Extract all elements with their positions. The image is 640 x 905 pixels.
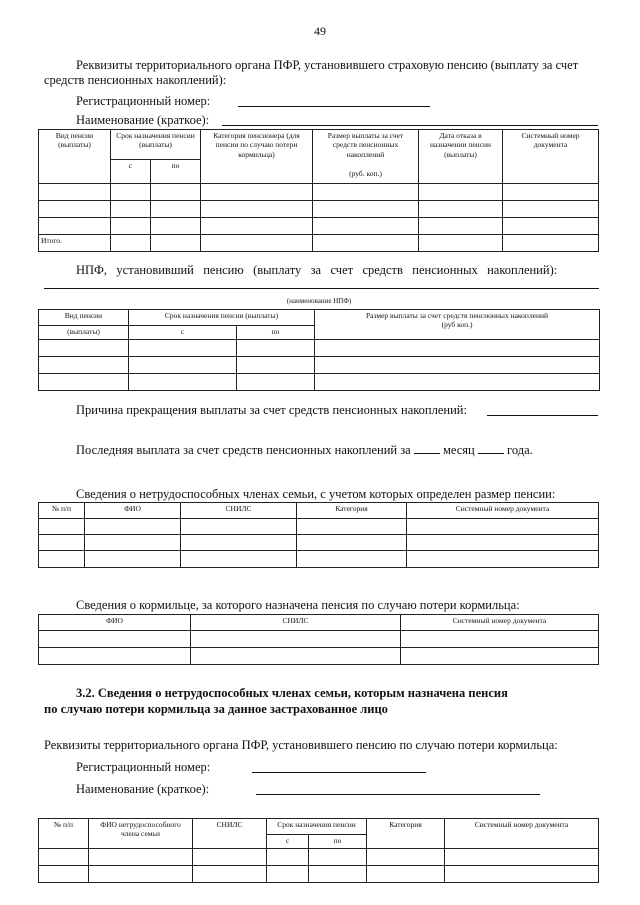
table-cell[interactable] [181,535,297,551]
table-cell[interactable] [297,551,407,568]
s3-reason-label: Причина прекращения выплаты за счет средств пенсионных накоплений: [76,403,467,417]
s2-table [38,296,600,391]
table-cell[interactable] [39,356,129,373]
table-cell[interactable] [85,535,181,551]
table-cell[interactable] [111,201,151,218]
table-cell[interactable] [89,849,193,866]
s6-name-label: Наименование (краткое): [76,782,210,796]
s2-h-razmer: Размер выплаты за счет средств пенсионных накоплений (руб коп.) [315,309,600,339]
table-cell[interactable] [39,339,129,356]
page-number: 49 [314,24,326,38]
s4-title: Сведения о нетрудоспособных членах семьи, с учетом которых определен размер пенсии: [76,487,556,501]
s1-h-c: с [111,160,151,184]
s6-h-kategoriya: Категория [367,819,445,849]
table-cell[interactable] [297,535,407,551]
table-row [39,648,599,665]
s1-name-field[interactable] [222,125,598,126]
table-cell[interactable] [111,184,151,201]
table-cell[interactable] [419,184,503,201]
table-cell[interactable] [407,535,599,551]
table-cell[interactable] [313,218,419,235]
table-cell[interactable] [129,373,237,390]
table-row [39,551,599,568]
table-cell[interactable] [39,373,129,390]
s2-npf-field[interactable] [44,288,599,289]
table-cell[interactable] [201,184,313,201]
s2-h-vid2: (выплаты) [39,325,129,339]
s6-h-sysnum: Системный номер документа [445,819,599,849]
table-cell[interactable] [129,356,237,373]
table-cell[interactable] [39,184,111,201]
s1-h-kategoriya: Категория пенсионера (для пенсии по случаю потери кормильца) [201,130,313,184]
s2-h-vid: Вид пенсии [39,309,129,325]
table-cell[interactable] [297,519,407,535]
s1-h-sysnum: Системный номер документа [503,130,599,184]
table-cell[interactable] [367,866,445,883]
s4-h-kategoriya: Категория [297,503,407,519]
s1-h-po: по [151,160,201,184]
table-cell[interactable] [315,373,600,390]
table-cell[interactable] [151,184,201,201]
table-cell[interactable] [315,356,600,373]
table-row [39,866,599,883]
table-cell[interactable] [85,519,181,535]
table-cell[interactable] [237,373,315,390]
table-row [39,519,599,535]
s2-h-po: по [237,325,315,339]
table-cell[interactable] [39,866,89,883]
table-cell[interactable] [39,519,85,535]
table-row [39,373,600,390]
s4-h-fio: ФИО [85,503,181,519]
table-cell[interactable] [39,218,111,235]
table-cell[interactable] [407,551,599,568]
s6-h-po: по [309,835,367,849]
table-cell[interactable] [201,218,313,235]
s3-year-field[interactable] [478,453,504,454]
s5-h-snils: СНИЛС [191,615,401,631]
table-cell[interactable] [237,356,315,373]
s1-reg-field[interactable] [238,106,430,107]
table-cell[interactable] [419,235,503,252]
table-row [39,631,599,648]
table-cell[interactable] [201,235,313,252]
table-cell[interactable] [191,648,401,665]
s3-month-field[interactable] [414,453,440,454]
s3-reason-field[interactable] [487,415,598,416]
table-cell[interactable] [151,201,201,218]
table-cell[interactable] [503,184,599,201]
table-row [39,184,599,201]
s6-reg-field[interactable] [252,772,426,773]
s2-h-srok: Срок назначения пенсии (выплаты) [129,309,315,325]
table-cell[interactable] [181,519,297,535]
table-cell[interactable] [193,849,267,866]
table-cell[interactable] [39,631,191,648]
table-row [39,339,600,356]
s1-h-vid: Вид пенсии (выплаты) [39,130,111,184]
s5-title: Сведения о кормильце, за которого назначена пенсия по случаю потери кормильца: [76,598,520,612]
s1-table [38,129,599,252]
table-row [39,201,599,218]
table-cell[interactable] [503,201,599,218]
s6-table [38,818,599,883]
table-cell[interactable] [181,551,297,568]
table-cell[interactable] [111,235,151,252]
table-row [39,356,600,373]
table-cell[interactable] [39,535,85,551]
table-cell[interactable] [309,866,367,883]
s4-h-sysnum: Системный номер документа [407,503,599,519]
s5-h-sysnum: Системный номер документа [401,615,599,631]
s6-h-c: с [267,835,309,849]
s4-table [38,502,599,568]
s5-h-fio: ФИО [39,615,191,631]
s6-h-snils: СНИЛС [193,819,267,849]
s1-intro: Реквизиты территориального органа ПФР, установившего страховую пенсию (выплату за счет [76,58,579,72]
s6-heading-2: по случаю потери кормильца за данное застрахованное лицо [44,702,388,716]
s6-h-fio: ФИО нетрудоспособного члена семьи [89,819,193,849]
s1-name-label: Наименование (краткое): [76,113,210,127]
table-cell[interactable] [237,339,315,356]
s6-heading-1: 3.2. Сведения о нетрудоспособных членах семьи, которым назначена пенсия [76,686,508,700]
table-cell[interactable] [419,201,503,218]
table-cell[interactable] [39,201,111,218]
s1-h-srok: Срок назначения пенсии (выплаты) [111,130,201,160]
table-cell[interactable] [445,849,599,866]
table-cell[interactable] [313,201,419,218]
table-cell[interactable] [267,866,309,883]
s2-intro: НПФ, установивший пенсию (выплату за счет средств пенсионных накоплений): [76,263,558,277]
table-cell[interactable] [39,648,191,665]
table-cell[interactable] [191,631,401,648]
s5-table [38,614,599,665]
table-cell[interactable] [111,218,151,235]
s1-h-razmer: Размер выплаты за счет средств пенсионных накоплений (руб. коп.) [313,130,419,184]
table-cell[interactable] [419,218,503,235]
s6-h-srok: Срок назначения пенсии [267,819,367,835]
table-cell[interactable] [401,631,599,648]
table-cell[interactable] [129,339,237,356]
table-cell[interactable] [313,235,419,252]
s1-total: Итого. [39,235,111,252]
table-cell[interactable] [313,184,419,201]
table-cell[interactable] [39,849,89,866]
s3-last-payment: Последняя выплата за счет средств пенсионных накоплений за месяц года. [76,443,533,457]
s4-h-num: № п/п [39,503,85,519]
table-row [39,218,599,235]
table-cell[interactable] [309,849,367,866]
table-cell[interactable] [315,339,600,356]
table-cell[interactable] [193,866,267,883]
s2-npf-caption: (наименование НПФ) [39,296,600,309]
table-cell[interactable] [407,519,599,535]
table-cell[interactable] [151,235,201,252]
s6-name-field[interactable] [256,794,540,795]
table-row [39,849,599,866]
table-cell[interactable] [503,218,599,235]
table-cell[interactable] [503,235,599,252]
table-cell[interactable] [201,201,313,218]
table-cell[interactable] [85,551,181,568]
table-cell[interactable] [367,849,445,866]
table-cell[interactable] [445,866,599,883]
table-cell[interactable] [401,648,599,665]
table-cell[interactable] [89,866,193,883]
table-cell[interactable] [151,218,201,235]
s1-reg-label: Регистрационный номер: [76,94,211,108]
s6-h-num: № п/п [39,819,89,849]
s4-h-snils: СНИЛС [181,503,297,519]
s1-intro-cont: средств пенсионных накоплений): [44,73,227,87]
table-cell[interactable] [39,551,85,568]
table-row [39,535,599,551]
table-row-total [39,235,599,252]
s6-reg-label: Регистрационный номер: [76,760,211,774]
s1-h-data: Дата отказа в назначении пенсии (выплаты) [419,130,503,184]
s6-intro: Реквизиты территориального органа ПФР, установившего пенсию по случаю потери кормильца: [44,738,558,752]
table-cell[interactable] [267,849,309,866]
s2-h-c: с [129,325,237,339]
